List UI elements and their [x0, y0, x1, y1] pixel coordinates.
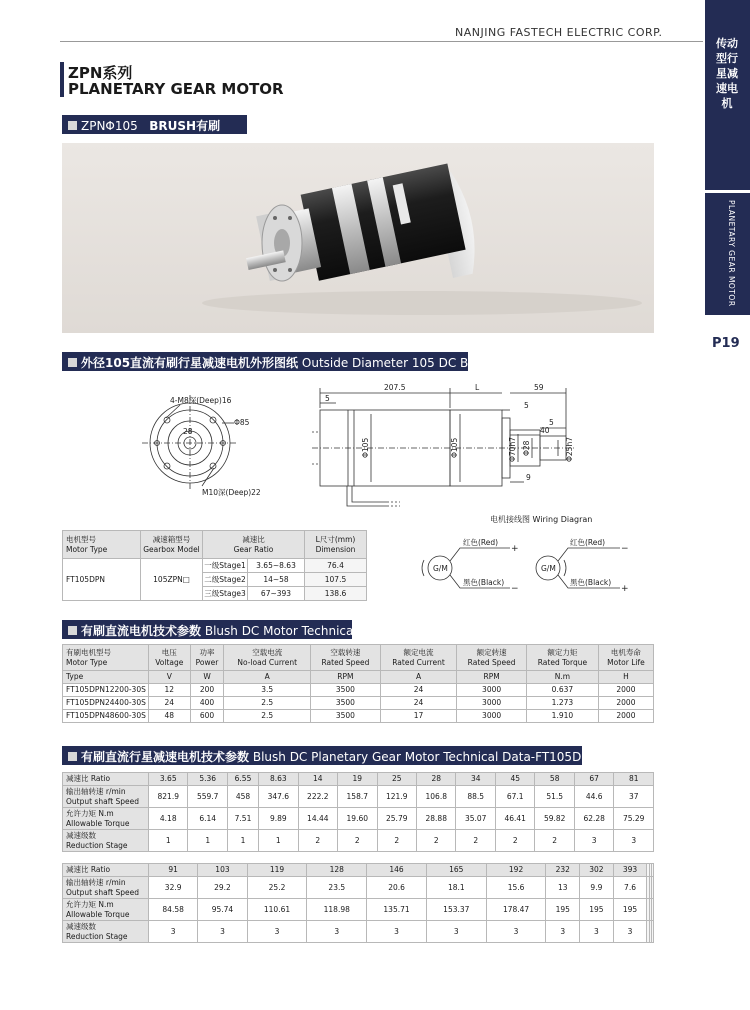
table-row	[63, 877, 654, 899]
motor-data-cell: 2000	[598, 684, 653, 697]
perf-cell: 2	[377, 830, 416, 852]
square-bullet-icon	[68, 752, 77, 761]
photo-bolt-1	[273, 216, 277, 220]
photo-bolt-2	[288, 216, 292, 220]
product-photo	[62, 143, 654, 333]
drawing-dia-105a: Φ105	[361, 437, 370, 458]
drawing-dim-59: 59	[534, 383, 544, 392]
gear-ratio-cell: 14~58	[248, 573, 305, 587]
gear-gearbox-cell: 105ZPN□	[141, 559, 203, 601]
gear-header-ratio: 减速比 Gear Ratio	[203, 531, 305, 559]
drawing-dia-105b: Φ105	[450, 437, 459, 458]
outline-drawing	[62, 378, 662, 516]
perf-cell: 25.79	[377, 808, 416, 830]
gear-ratio-cell: 67~393	[248, 587, 305, 601]
perf-cell: 58	[535, 773, 574, 786]
drawing-dim-5b: 5	[524, 401, 529, 410]
motor-data-cell: 2.5	[224, 697, 311, 710]
drawing-dia-28: Φ28	[522, 440, 531, 456]
perf-cell: 393	[613, 864, 647, 877]
perf-cell: 103	[198, 864, 247, 877]
motor-header-cell: 功率 Power	[190, 645, 224, 671]
motor-data-cell: 3500	[311, 710, 381, 723]
motor-data-cell: 3000	[457, 710, 527, 723]
perf-row-label: 减速比 Ratio	[63, 864, 149, 877]
perf-cell: 67	[574, 773, 613, 786]
motor-data-cell: 3500	[311, 684, 381, 697]
polarity-minus-icon: −	[511, 584, 519, 594]
perf-cell: 91	[149, 864, 198, 877]
perf-cell: 232	[546, 864, 580, 877]
motor-header-cell: 电压 Voltage	[149, 645, 191, 671]
perf-cell: 20.6	[367, 877, 427, 899]
perf-cell: 2	[298, 830, 337, 852]
wire-red-label-1: 红色(Red)	[463, 538, 499, 547]
perf-cell: 35.07	[456, 808, 495, 830]
motor-data-cell: 1.273	[526, 697, 598, 710]
drawing-dia-25: Φ25h7	[565, 437, 574, 462]
perf-cell: 2	[535, 830, 574, 852]
motor-data-cell: 24	[380, 684, 456, 697]
polarity-minus-icon: −	[621, 544, 629, 554]
perf-cell: 121.9	[377, 786, 416, 808]
perf-cell: 1	[227, 830, 258, 852]
perf-cell: 3	[580, 921, 614, 943]
perf-cell: 2	[417, 830, 456, 852]
section-outline-cn: 外径105直流有刷行星减速电机外形图纸	[81, 356, 299, 370]
motor-data-cell: 2000	[598, 710, 653, 723]
table-row	[63, 830, 654, 852]
perf-cell: 1	[149, 830, 188, 852]
table-row	[63, 671, 654, 684]
drawing-dim-9: 9	[526, 473, 531, 482]
perf-cell: 34	[456, 773, 495, 786]
perf-cell: 222.2	[298, 786, 337, 808]
perf-cell: 25.2	[247, 877, 307, 899]
motor-data-cell: 0.637	[526, 684, 598, 697]
perf-empty-cell	[651, 864, 653, 877]
perf-cell: 15.6	[486, 877, 546, 899]
perf-cell: 28.88	[417, 808, 456, 830]
perf-empty-cell	[651, 899, 653, 921]
motor-header-cell: 额定力矩 Rated Torque	[526, 645, 598, 671]
perf-cell: 146	[367, 864, 427, 877]
table-row	[63, 921, 654, 943]
square-bullet-icon	[68, 358, 77, 367]
title-accent-bar	[60, 62, 64, 97]
gear-dim-cell: 138.6	[305, 587, 367, 601]
motor-data-cell: 17	[380, 710, 456, 723]
table-row	[63, 808, 654, 830]
gear-stage-cell: 三级Stage3	[203, 587, 248, 601]
polarity-plus-icon: +	[511, 544, 519, 554]
motor-data-cell: FT105DPN48600-30S	[63, 710, 149, 723]
perf-cell: 18.1	[426, 877, 486, 899]
section-motor-cn: 有刷直流电机技术参数	[81, 624, 202, 638]
drawing-dia-70: Φ70h7	[508, 437, 517, 462]
perf-cell: 3	[247, 921, 307, 943]
perf-cell: 3.65	[149, 773, 188, 786]
company-name: NANJING FASTECH ELECTRIC CORP.	[455, 26, 663, 39]
motor-data-cell: 3000	[457, 697, 527, 710]
perf-cell: 821.9	[149, 786, 188, 808]
section-motor-data	[62, 620, 390, 639]
perf-cell: 4.18	[149, 808, 188, 830]
perf-cell: 7.51	[227, 808, 258, 830]
perf-cell: 14	[298, 773, 337, 786]
perf-cell: 37	[614, 786, 654, 808]
drawing-thread-label: M10深(Deep)22	[202, 488, 261, 497]
motor-unit-cell: V	[149, 671, 191, 684]
perf-cell: 2	[495, 830, 534, 852]
gear-ratio-table	[62, 530, 367, 601]
motor-data-table	[62, 644, 654, 723]
perf-cell: 5.36	[188, 773, 227, 786]
section-gear-en: Blush DC Planetary Gear Motor Technical	[252, 750, 499, 764]
perf-cell: 81	[614, 773, 654, 786]
motor-data-cell: 48	[149, 710, 191, 723]
perf-cell: 62.28	[574, 808, 613, 830]
perf-cell: 19.60	[338, 808, 377, 830]
perf-row-label: 允许力矩 N.m Allowable Torque	[63, 808, 149, 830]
motor-unit-cell: RPM	[311, 671, 381, 684]
perf-cell: 9.9	[580, 877, 614, 899]
perf-cell: 458	[227, 786, 258, 808]
perf-cell: 3	[574, 830, 613, 852]
motor-data-cell: 3.5	[224, 684, 311, 697]
lead-wire-1	[347, 486, 387, 506]
perf-cell: 46.41	[495, 808, 534, 830]
perf-cell: 13	[546, 877, 580, 899]
perf-cell: 29.2	[198, 877, 247, 899]
perf-cell: 195	[580, 899, 614, 921]
rotation-arrow-1	[422, 560, 424, 576]
table-row	[63, 864, 654, 877]
gear-dim-cell: 107.5	[305, 573, 367, 587]
motor-data-cell: 600	[190, 710, 224, 723]
gear-motor-cell: FT105DPN	[63, 559, 141, 601]
product-title: PLANETARY GEAR MOTOR	[68, 80, 284, 98]
gear-header-dim: L尺寸(mm) Dimension	[305, 531, 367, 559]
photo-shadow	[202, 291, 642, 315]
rotation-arrow-2	[564, 560, 566, 576]
table-row	[63, 710, 654, 723]
side-tab-english-label: PLANETARY GEAR MOTOR	[727, 200, 736, 307]
model-tab-suffix: BRUSH有刷	[149, 119, 221, 133]
perf-cell: 59.82	[535, 808, 574, 830]
section-gear-motor-data	[62, 746, 663, 765]
perf-cell: 25	[377, 773, 416, 786]
mount-hole-3	[164, 463, 170, 469]
perf-cell: 178.47	[486, 899, 546, 921]
motor-header-cell: 空载电流 No-load Current	[224, 645, 311, 671]
motor-data-cell: 2000	[598, 697, 653, 710]
perf-cell: 302	[580, 864, 614, 877]
motor-data-cell: 1.910	[526, 710, 598, 723]
gear-dim-cell: 76.4	[305, 559, 367, 573]
perf-cell: 3	[486, 921, 546, 943]
photo-bolt-3	[273, 268, 277, 272]
gear-ratio-cell: 3.65~8.63	[248, 559, 305, 573]
perf-cell: 88.5	[456, 786, 495, 808]
perf-cell: 51.5	[535, 786, 574, 808]
perf-cell: 347.6	[259, 786, 298, 808]
perf-cell: 2	[338, 830, 377, 852]
perf-cell: 110.61	[247, 899, 307, 921]
wire-red-label-2: 红色(Red)	[570, 538, 606, 547]
perf-empty-cell	[651, 921, 653, 943]
motor-data-cell: 24	[380, 697, 456, 710]
lead-wire-2	[352, 486, 387, 502]
perf-cell: 3	[367, 921, 427, 943]
motor-header-cell: 额定电流 Rated Current	[380, 645, 456, 671]
perf-row-label: 减速级数 Reduction Stage	[63, 830, 149, 852]
perf-empty-cell	[651, 877, 653, 899]
perf-cell: 165	[426, 864, 486, 877]
motor-data-cell: 2.5	[224, 710, 311, 723]
perf-cell: 45	[495, 773, 534, 786]
table-row	[63, 899, 654, 921]
perf-cell: 153.37	[426, 899, 486, 921]
perf-cell: 8.63	[259, 773, 298, 786]
performance-table-2	[62, 863, 654, 943]
perf-cell: 1	[188, 830, 227, 852]
section-gear-cn: 有刷直流行星减速电机技术参数	[81, 750, 250, 764]
wire-black-label-2: 黑色(Black)	[570, 578, 612, 587]
square-bullet-icon	[68, 626, 77, 635]
perf-cell: 3	[149, 921, 198, 943]
mount-hole-2	[210, 417, 216, 423]
wire-black-label-1: 黑色(Black)	[463, 578, 505, 587]
motor-unit-cell: RPM	[457, 671, 527, 684]
perf-cell: 3	[614, 830, 654, 852]
perf-cell: 23.5	[307, 877, 367, 899]
perf-cell: 95.74	[198, 899, 247, 921]
wire-red-2	[558, 548, 620, 561]
section-motor-en: Blush DC Motor Technical Data	[204, 624, 390, 638]
drawing-dim-5a: 5	[325, 394, 330, 403]
perf-cell: 6.55	[227, 773, 258, 786]
perf-cell: 3	[613, 921, 647, 943]
table-row	[63, 684, 654, 697]
perf-row-label: 输出轴转速 r/min Output shaft Speed	[63, 877, 149, 899]
perf-cell: 32.9	[149, 877, 198, 899]
motor-symbol-label-1: G/M	[433, 564, 448, 573]
perf-row-label: 允许力矩 N.m Allowable Torque	[63, 899, 149, 921]
mount-hole-4	[210, 463, 216, 469]
drawing-hole-label: 4-M8深(Deep)16	[170, 396, 232, 405]
perf-cell: 9.89	[259, 808, 298, 830]
drawing-dim-5c: 5	[549, 418, 554, 427]
gear-stage-cell: 二级Stage2	[203, 573, 248, 587]
polarity-plus-icon: +	[621, 584, 629, 594]
gear-stage-cell: 一级Stage1	[203, 559, 248, 573]
perf-cell: 195	[613, 899, 647, 921]
drawing-dim-40: 40	[540, 426, 550, 435]
gear-header-gearbox: 减速箱型号 Gearbox Model	[141, 531, 203, 559]
perf-cell: 559.7	[188, 786, 227, 808]
series-title: ZPN系列	[68, 64, 133, 82]
motor-header-cell: 额定转速 Rated Speed	[457, 645, 527, 671]
motor-unit-cell: W	[190, 671, 224, 684]
perf-cell: 128	[307, 864, 367, 877]
motor-data-cell: 400	[190, 697, 224, 710]
motor-data-cell: 12	[149, 684, 191, 697]
wiring-diagram	[400, 530, 650, 600]
perf-cell: 6.14	[188, 808, 227, 830]
perf-cell: 28	[417, 773, 456, 786]
perf-cell: 67.1	[495, 786, 534, 808]
drawing-dim-l: L	[475, 383, 480, 392]
perf-cell: 1	[259, 830, 298, 852]
perf-cell: 2	[456, 830, 495, 852]
table-row	[63, 697, 654, 710]
perf-cell: 135.71	[367, 899, 427, 921]
motor-header-cell: 有刷电机型号 Motor Type	[63, 645, 149, 671]
drawing-bolt-circle-label: Φ85	[234, 418, 250, 427]
perf-cell: 106.8	[417, 786, 456, 808]
motor-header-cell: 空载转速 Rated Speed	[311, 645, 381, 671]
perf-cell: 158.7	[338, 786, 377, 808]
motor-data-cell: 3000	[457, 684, 527, 697]
section-outline-drawing	[62, 352, 534, 371]
drawing-inner-label: 28	[183, 427, 193, 436]
section-gear-model: Data-FT105DPN24400-30S	[502, 750, 663, 764]
table-row	[63, 773, 654, 786]
page-number: P19	[712, 336, 740, 351]
motor-unit-cell: H	[598, 671, 653, 684]
perf-cell: 3	[198, 921, 247, 943]
motor-data-cell: FT105DPN12200-30S	[63, 684, 149, 697]
motor-unit-cell: N.m	[526, 671, 598, 684]
perf-cell: 75.29	[614, 808, 654, 830]
table-row	[63, 786, 654, 808]
wiring-diagram-title: 电机接线图 Wiring Diagran	[490, 515, 593, 524]
model-tab	[62, 115, 247, 134]
perf-cell: 3	[307, 921, 367, 943]
header-divider	[60, 41, 703, 42]
model-tab-label: ZPNΦ105	[81, 119, 138, 133]
perf-cell: 3	[546, 921, 580, 943]
perf-cell: 118.98	[307, 899, 367, 921]
perf-row-label: 减速级数 Reduction Stage	[63, 921, 149, 943]
perf-cell: 84.58	[149, 899, 198, 921]
table-row	[63, 559, 367, 573]
motor-data-cell: 3500	[311, 697, 381, 710]
perf-cell: 119	[247, 864, 307, 877]
mount-hole-1	[164, 417, 170, 423]
square-bullet-icon	[68, 121, 77, 130]
perf-cell: 19	[338, 773, 377, 786]
wire-red-1	[450, 548, 510, 561]
section-outline-en: Outside Diameter 105 DC Brush Motor	[301, 356, 534, 370]
photo-bolt-4	[288, 268, 292, 272]
performance-table-1	[62, 772, 654, 852]
perf-cell: 14.44	[298, 808, 337, 830]
motor-unit-cell: Type	[63, 671, 149, 684]
side-tab-chinese-label: 传动型行星减速电机	[716, 37, 738, 110]
motor-symbol-label-2: G/M	[541, 564, 556, 573]
drawing-dim-total: 207.5	[384, 383, 406, 392]
perf-row-label: 输出轴转速 r/min Output shaft Speed	[63, 786, 149, 808]
motor-header-cell: 电机寿命 Motor Life	[598, 645, 653, 671]
motor-data-cell: 24	[149, 697, 191, 710]
motor-unit-cell: A	[224, 671, 311, 684]
gear-header-motor: 电机型号 Motor Type	[63, 531, 141, 559]
perf-cell: 3	[426, 921, 486, 943]
perf-cell: 192	[486, 864, 546, 877]
perf-cell: 7.6	[613, 877, 647, 899]
motor-data-cell: FT105DPN24400-30S	[63, 697, 149, 710]
perf-cell: 195	[546, 899, 580, 921]
perf-row-label: 减速比 Ratio	[63, 773, 149, 786]
perf-cell: 44.6	[574, 786, 613, 808]
motor-unit-cell: A	[380, 671, 456, 684]
motor-data-cell: 200	[190, 684, 224, 697]
